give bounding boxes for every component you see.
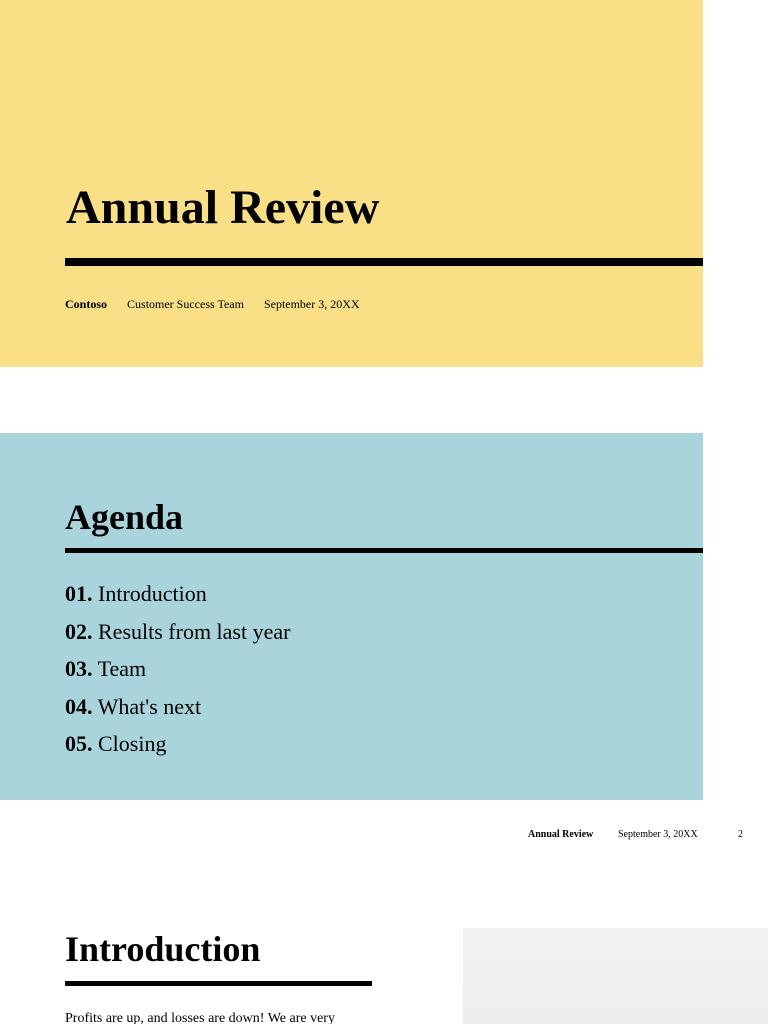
company-name: Contoso	[65, 297, 108, 311]
agenda-item-label: Results from last year	[98, 618, 291, 644]
agenda-item-number: 05	[65, 731, 87, 756]
team-name: Customer Success Team	[127, 297, 244, 311]
agenda-item: 02. Results from last year	[65, 618, 291, 644]
agenda-slide[interactable]	[0, 433, 703, 800]
introduction-title: Introduction	[65, 929, 261, 969]
page-number: 2	[738, 829, 743, 840]
footer-title: Annual Review	[528, 829, 594, 840]
agenda-item-label: Introduction	[98, 581, 207, 606]
agenda-list	[65, 578, 290, 766]
presentation-title: Annual Review	[66, 181, 380, 234]
agenda-item: 04. What's next	[65, 693, 202, 719]
introduction-image	[463, 928, 768, 1024]
agenda-item-number: 01	[65, 581, 87, 606]
title-divider	[65, 258, 703, 266]
footer-date: September 3, 20XX	[618, 829, 698, 840]
title-slide[interactable]	[0, 0, 703, 367]
introduction-text: Profits are up, and losses are down! We are very	[65, 1011, 335, 1024]
agenda-item-label: Closing	[98, 731, 167, 756]
agenda-title: Agenda	[65, 497, 184, 537]
agenda-item: 05. Closing	[65, 731, 167, 756]
introduction-divider	[65, 981, 372, 986]
agenda-item-number: 02	[65, 618, 87, 644]
agenda-divider	[65, 548, 703, 553]
agenda-item-label: Team	[97, 656, 147, 681]
title-meta	[65, 296, 377, 312]
presentation-date: September 3, 20XX	[263, 297, 360, 311]
agenda-item: 03. Team	[65, 656, 147, 681]
agenda-item-number: 03	[65, 656, 87, 681]
agenda-item-number: 04	[65, 693, 87, 719]
agenda-item: 01. Introduction	[65, 581, 207, 606]
agenda-item-label: What's next	[97, 693, 202, 719]
